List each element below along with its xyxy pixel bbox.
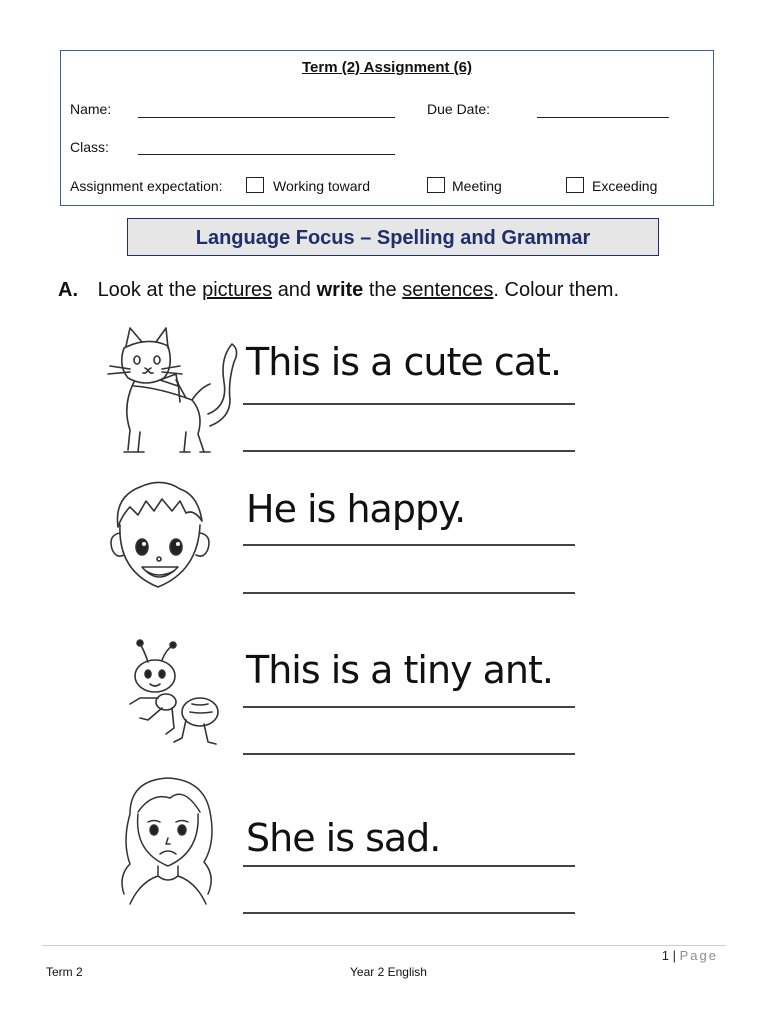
meeting-checkbox[interactable] [427, 177, 445, 193]
name-label: Name: [70, 101, 112, 117]
instruction-text: Look at the [97, 279, 197, 301]
working-toward-label: Working toward [273, 178, 371, 194]
expectation-label: Assignment expectation: [70, 178, 223, 194]
section-banner: Language Focus – Spelling and Grammar [127, 218, 659, 256]
sentence-text: This is a cute cat. [246, 340, 562, 384]
writing-line[interactable] [243, 403, 575, 405]
writing-line[interactable] [243, 544, 575, 546]
sentence-text: He is happy. [246, 487, 466, 531]
exercise-row [100, 475, 580, 600]
class-field[interactable] [138, 154, 395, 155]
due-date-field[interactable] [537, 117, 669, 118]
writing-line[interactable] [243, 592, 575, 594]
instruction-text: the [368, 279, 397, 301]
happy-boy-picture [100, 475, 245, 600]
assignment-header-box [60, 50, 714, 206]
page-number [662, 948, 718, 963]
writing-line[interactable] [243, 912, 575, 914]
ant-picture [100, 632, 245, 757]
instruction-word-write: write [316, 279, 364, 301]
instruction-text: . Colour them. [493, 279, 620, 301]
page-number-value: 1 [661, 948, 669, 963]
exceeding-label: Exceeding [592, 178, 658, 194]
exercise-row [100, 322, 580, 462]
footer-divider [42, 945, 726, 946]
sentence-text: This is a tiny ant. [246, 648, 553, 692]
due-date-label: Due Date: [427, 101, 491, 117]
writing-line[interactable] [243, 753, 575, 755]
page-separator: | [672, 948, 676, 963]
name-field[interactable] [138, 117, 395, 118]
cat-picture [100, 322, 245, 457]
writing-line[interactable] [243, 865, 575, 867]
sentence-text: She is sad. [246, 816, 441, 860]
assignment-title: Term (2) Assignment (6) [301, 59, 473, 76]
question-letter: A. [58, 279, 78, 301]
exercise-row [100, 632, 580, 762]
instruction-word-pictures: pictures [202, 279, 273, 301]
class-label: Class: [70, 139, 109, 155]
page-word: Page [679, 948, 718, 963]
writing-line[interactable] [243, 450, 575, 452]
writing-line[interactable] [243, 706, 575, 708]
instruction-text: and [277, 279, 312, 301]
sad-girl-picture [100, 772, 245, 917]
exercise-row [100, 772, 580, 922]
meeting-label: Meeting [452, 178, 502, 194]
instruction [58, 279, 619, 302]
working-toward-checkbox[interactable] [246, 177, 264, 193]
footer-subject: Year 2 English [350, 965, 427, 979]
footer-term: Term 2 [46, 965, 83, 979]
exceeding-checkbox[interactable] [566, 177, 584, 193]
instruction-word-sentences: sentences [402, 279, 494, 301]
